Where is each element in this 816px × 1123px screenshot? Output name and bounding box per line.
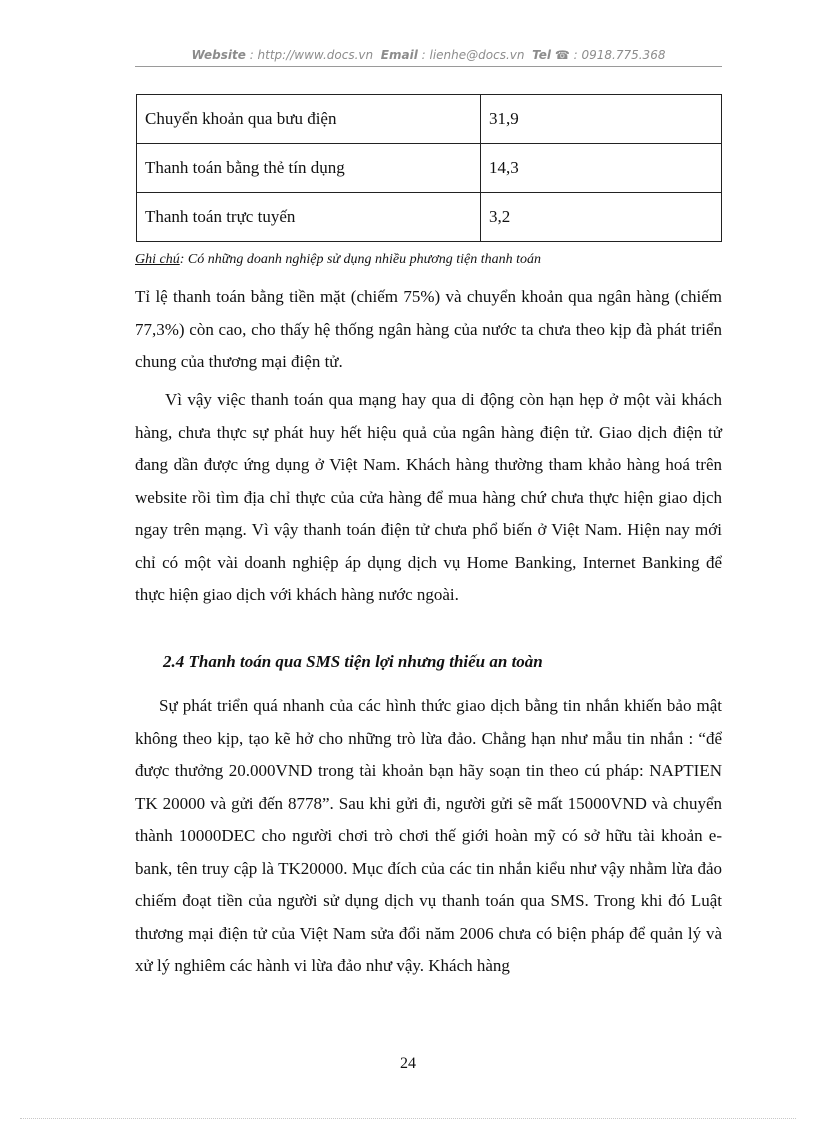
website-value: : http://www.docs.vn <box>249 48 374 62</box>
email-label: Email <box>380 48 418 62</box>
table-cell-label: Chuyển khoản qua bưu điện <box>137 95 481 144</box>
paragraph-1: Tỉ lệ thanh toán bằng tiền mặt (chiếm 75%) và chuyển khoản qua ngân hàng (chiếm 77,3%) còn cao, cho thấy hệ thống ngân hàng của nước ta chưa theo kịp đà phát triển chung của thương mại điện tử. <box>135 287 722 371</box>
section-heading: 2.4 Thanh toán qua SMS tiện lợi nhưng thiếu an toàn <box>163 652 543 671</box>
page-header <box>135 48 722 62</box>
footer-divider <box>20 1118 796 1119</box>
note-text: : Có những doanh nghiệp sử dụng nhiều phương tiện thanh toán <box>179 252 542 267</box>
note-label: Ghi chú <box>135 252 180 267</box>
paragraph-3: Sự phát triển quá nhanh của các hình thức giao dịch bằng tin nhắn khiến bảo mật không theo kịp, tạo kẽ hở cho những trò lừa đảo. Chẳng hạn như mẫu tin nhắn : “để được thưởng 20.000VND trong tài khoản bạn hãy soạn tin theo cú pháp: NAPTIEN TK 20000 và gửi đến 8778”. Sau khi gửi đi, người gửi sẽ mất 15000VND và chuyển thành 10000DEC cho người chơi trò chơi thế giới hoàn mỹ có sở hữu tài khoản e-bank, tên truy cập là TK20000. Mục đích của các tin nhắn kiểu như vậy nhằm lừa đảo chiếm đoạt tiền của người sử dụng dịch vụ thanh toán qua SMS. Trong khi đó Luật thương mại điện tử của Việt Nam sửa đổi năm 2006 chưa có biện pháp để quản lý và xử lý nghiêm các hành vi lừa đảo như vậy. Khách hàng <box>135 696 722 975</box>
paragraph-2: Vì vậy việc thanh toán qua mạng hay qua di động còn hạn hẹp ở một vài khách hàng, chưa thực sự phát huy hết hiệu quả của ngân hàng điện tử. Giao dịch điện tử đang dần được ứng dụng ở Việt Nam. Khách hàng thường tham khảo hàng hoá trên website rồi tìm địa chỉ thực của cửa hàng để mua hàng chứ chưa thực hiện giao dịch ngay trên mạng. Vì vậy thanh toán điện tử chưa phổ biến ở Việt Nam. Hiện nay mới chỉ có một vài doanh nghiệp áp dụng dịch vụ Home Banking, Internet Banking để thực hiện giao dịch với khách hàng nước ngoài. <box>135 390 722 604</box>
table-row <box>137 144 722 193</box>
header-divider <box>135 66 722 67</box>
email-value: : lienhe@docs.vn <box>421 48 525 62</box>
phone-icon: ☎ <box>554 48 570 62</box>
table-cell-value: 14,3 <box>481 144 722 193</box>
tel-label: Tel <box>532 48 552 62</box>
table-note <box>135 252 541 268</box>
table-row <box>137 193 722 242</box>
table-cell-value: 31,9 <box>481 95 722 144</box>
website-label: Website <box>191 48 246 62</box>
table-cell-value: 3,2 <box>481 193 722 242</box>
payment-methods-table <box>136 94 722 242</box>
table-row <box>137 95 722 144</box>
table-cell-label: Thanh toán bằng thẻ tín dụng <box>137 144 481 193</box>
tel-value: : 0918.775.368 <box>573 48 666 62</box>
table-cell-label: Thanh toán trực tuyến <box>137 193 481 242</box>
page-number: 24 <box>400 1055 416 1072</box>
